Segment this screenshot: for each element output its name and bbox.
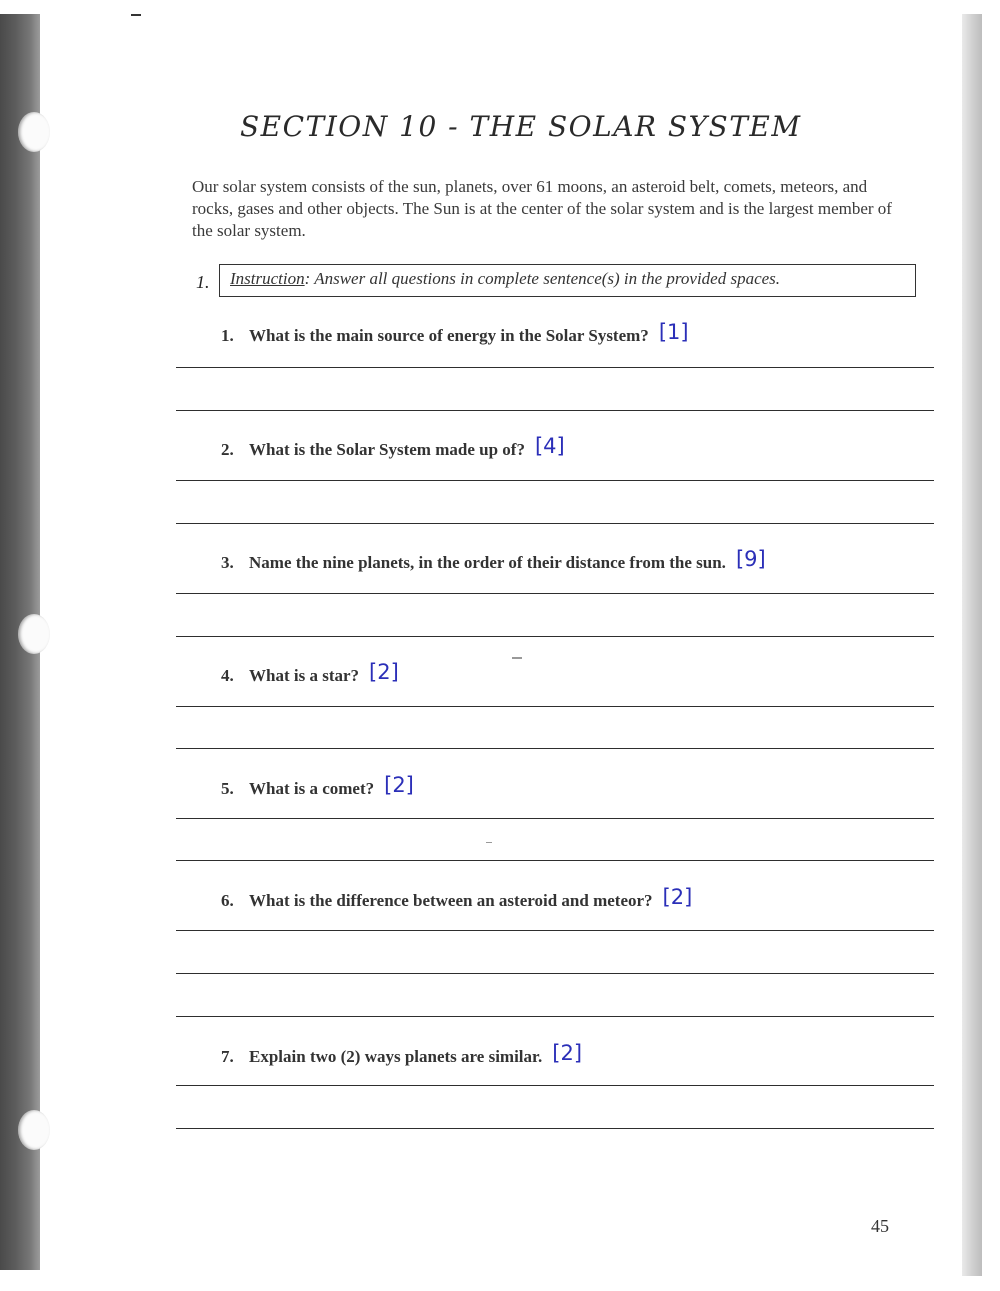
question-number: 2. — [221, 440, 234, 459]
answer-line[interactable] — [176, 480, 934, 481]
answer-line[interactable] — [176, 367, 934, 368]
scan-speck — [512, 657, 522, 659]
page-shadow — [962, 14, 982, 1276]
answer-line[interactable] — [176, 973, 934, 974]
question-number: 6. — [221, 891, 234, 910]
answer-line[interactable] — [176, 1016, 934, 1017]
question-text: Name the nine planets, in the order of their distance from the sun. — [249, 553, 726, 572]
answer-line[interactable] — [176, 523, 934, 524]
question-3 — [221, 547, 766, 573]
question-number: 3. — [221, 553, 234, 572]
question-text: Explain two (2) ways planets are similar. — [249, 1047, 543, 1066]
marks-annotation: [2] — [384, 773, 414, 797]
punch-hole — [18, 112, 50, 152]
question-text: What is the difference between an asteroid and meteor? — [249, 891, 653, 910]
marks-annotation: [2] — [369, 660, 399, 684]
punch-hole — [18, 1110, 50, 1150]
answer-line[interactable] — [176, 706, 934, 707]
question-6 — [221, 885, 692, 911]
question-text: What is a star? — [249, 666, 360, 685]
answer-line[interactable] — [176, 593, 934, 594]
question-number: 7. — [221, 1047, 234, 1066]
scan-speck — [486, 842, 492, 843]
answer-line[interactable] — [176, 860, 934, 861]
question-7 — [221, 1041, 582, 1067]
question-text: What is the Solar System made up of? — [249, 440, 525, 459]
answer-line[interactable] — [176, 930, 934, 931]
instruction-text: : Answer all questions in complete sentence(s) in the provided spaces. — [304, 269, 781, 288]
question-1 — [221, 320, 689, 346]
question-5 — [221, 773, 414, 799]
question-number: 4. — [221, 666, 234, 685]
marks-annotation: [1] — [658, 320, 689, 344]
marks-annotation: [2] — [662, 885, 693, 909]
marks-annotation: [4] — [534, 434, 565, 458]
marks-annotation: [9] — [735, 547, 766, 571]
page-number: 45 — [871, 1216, 889, 1236]
answer-line[interactable] — [176, 1085, 934, 1086]
question-4 — [221, 660, 399, 686]
page-title: SECTION 10 - THE SOLAR SYSTEM — [240, 110, 802, 143]
question-number: 1. — [221, 326, 234, 345]
section-number: 1. — [196, 272, 210, 292]
question-number: 5. — [221, 779, 234, 798]
question-text: What is the main source of energy in the Solar System? — [249, 326, 649, 345]
instruction-box — [219, 264, 916, 297]
intro-paragraph: Our solar system consists of the sun, planets, over 61 moons, an asteroid belt, comets, meteors, and rocks, gases and other objects. The Sun is at the center of the solar system and is the largest member of the solar system. — [192, 177, 892, 240]
answer-line[interactable] — [176, 748, 934, 749]
answer-line[interactable] — [176, 1128, 934, 1129]
scan-mark — [131, 14, 141, 16]
answer-line[interactable] — [176, 636, 934, 637]
answer-line[interactable] — [176, 410, 934, 411]
question-2 — [221, 434, 565, 460]
marks-annotation: [2] — [552, 1041, 583, 1065]
punch-hole — [18, 614, 50, 654]
instruction-label: Instruction — [230, 269, 305, 288]
answer-line[interactable] — [176, 818, 934, 819]
question-text: What is a comet? — [249, 779, 375, 798]
